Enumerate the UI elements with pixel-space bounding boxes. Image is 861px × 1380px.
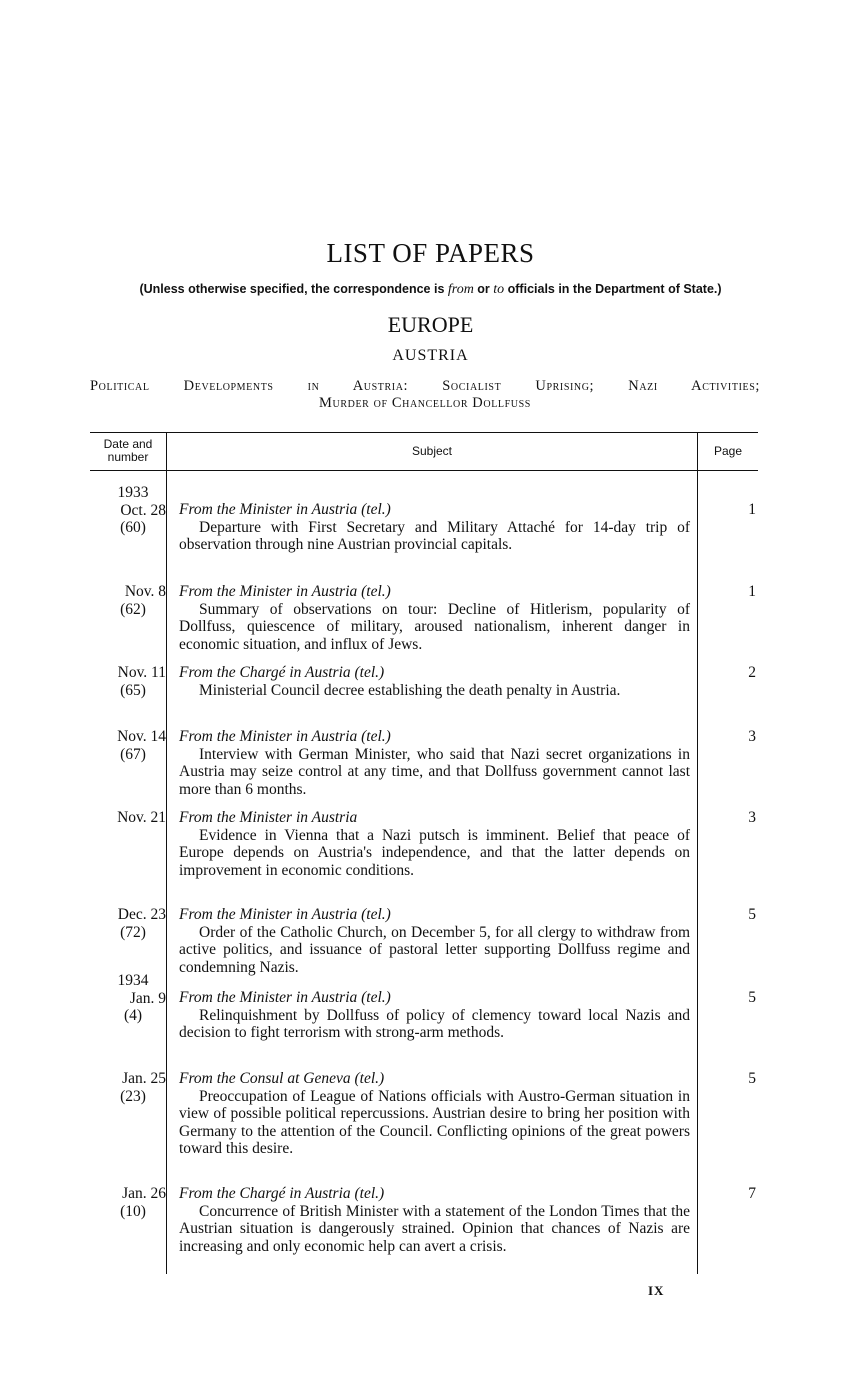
row-6-page: 5	[748, 989, 756, 1006]
row-8-number: (10)	[120, 1202, 146, 1220]
row-0-number: (60)	[120, 519, 146, 536]
row-6-from: From the Minister in Austria (tel.)	[179, 989, 391, 1006]
row-4-subject	[179, 809, 690, 879]
row-8-desc: Concurrence of British Minister with a statement of the London Times that the Austrian situation is dangerously strained. Opinion that chances of Nazis are increasing and only economic help can avert a crisis.	[179, 1202, 690, 1255]
row-3-subject	[179, 728, 690, 798]
row-3-from: From the Minister in Austria (tel.)	[179, 728, 391, 745]
row-6-year: 1934	[117, 972, 149, 989]
page-folio: IX	[648, 1283, 665, 1298]
row-7-page: 5	[748, 1070, 756, 1087]
row-8-date	[90, 1185, 166, 1220]
column-divider-left	[166, 432, 167, 1274]
row-2-page: 2	[748, 664, 756, 681]
header-date-line-2: number	[107, 450, 149, 464]
row-7-date-text: Jan. 25	[122, 1070, 166, 1087]
row-1-page: 1	[748, 583, 756, 600]
row-7-number: (23)	[120, 1087, 146, 1105]
row-8-page: 7	[748, 1185, 756, 1202]
row-6-date-text: Jan. 9	[129, 989, 166, 1007]
header-date-number	[90, 432, 166, 470]
row-8-subject	[179, 1185, 690, 1255]
row-6-subject	[179, 989, 690, 1042]
row-1-desc: Summary of observations on tour: Decline of Hitlerism, popularity of Dollfuss, quiescence of military, aroused nationalism, inherent danger in economic situation, and influx of Jews.	[179, 600, 690, 653]
note-to: to	[493, 282, 505, 297]
row-2-number: (65)	[120, 681, 146, 699]
note-post: officials in the Department of State.)	[504, 282, 722, 296]
row-8-date-text: Jan. 26	[122, 1185, 166, 1202]
row-4-date	[90, 809, 166, 827]
column-divider-right	[697, 432, 698, 1274]
row-2-date	[90, 664, 166, 699]
row-3-date-text: Nov. 14	[117, 728, 166, 745]
row-1-number: (62)	[120, 600, 146, 618]
note-from: from	[447, 282, 474, 297]
row-7-date	[90, 1070, 166, 1105]
row-0-from: From the Minister in Austria (tel.)	[179, 501, 391, 518]
row-4-date-text: Nov. 21	[117, 809, 166, 826]
header-date-line-1: Date and	[103, 437, 153, 451]
row-0-date	[90, 484, 166, 537]
header-subject: Subject	[411, 443, 453, 458]
row-2-subject	[179, 664, 690, 699]
row-5-desc: Order of the Catholic Church, on December 5, for all clergy to withdraw from active politics, and issuance of pastoral letter supporting Dollfuss regime and condemning Nazis.	[179, 923, 690, 976]
row-1-date	[90, 583, 166, 618]
region-heading: EUROPE	[387, 312, 474, 337]
row-1-date-text: Nov. 8	[124, 583, 166, 600]
row-2-from: From the Chargé in Austria (tel.)	[179, 664, 385, 681]
row-3-date	[90, 728, 166, 763]
header-rule-subject	[167, 470, 697, 471]
topic-heading	[90, 378, 760, 412]
row-2-desc: Ministerial Council decree establishing the death penalty in Austria.	[199, 681, 621, 699]
row-0-date-text: Oct. 28	[120, 501, 166, 519]
row-5-subject	[179, 906, 690, 976]
row-3-number: (67)	[120, 745, 146, 763]
row-5-from: From the Minister in Austria (tel.)	[179, 906, 391, 923]
row-4-desc: Evidence in Vienna that a Nazi putsch is imminent. Belief that peace of Europe depends on Austria's independence, and that the latter depends on improvement in economic conditions.	[179, 826, 690, 879]
row-7-desc: Preoccupation of League of Nations officials with Austro-German situation in view of possible political repercussions. Austrian desire to bring her position with Germany to the attention of the Council. Conflicting opinions of the great powers toward this desire.	[179, 1087, 690, 1157]
row-0-page: 1	[748, 501, 756, 518]
row-0-year: 1933	[117, 484, 149, 501]
topic-line-2: Murder of Chancellor Dollfuss	[319, 395, 531, 411]
row-1-from: From the Minister in Austria (tel.)	[179, 583, 391, 600]
row-6-date	[90, 972, 166, 1025]
page-title: LIST OF PAPERS	[326, 238, 535, 268]
row-6-desc: Relinquishment by Dollfuss of policy of clemency toward local Nazis and decision to fight terrorism with strong-arm methods.	[179, 1006, 690, 1041]
row-4-from: From the Minister in Austria	[179, 809, 358, 826]
row-7-subject	[179, 1070, 690, 1158]
note-mid: or	[473, 282, 494, 296]
header-rule-page	[698, 470, 758, 471]
row-8-from: From the Chargé in Austria (tel.)	[179, 1185, 385, 1202]
correspondence-note	[0, 282, 861, 298]
row-3-desc: Interview with German Minister, who said that Nazi secret organizations in Austria may seize control at any time, and that Dollfuss government cannot last more than 6 months.	[179, 745, 690, 798]
row-0-subject	[179, 501, 690, 554]
country-heading: AUSTRIA	[392, 347, 469, 364]
header-rule-date	[90, 470, 166, 471]
note-pre: (Unless otherwise specified, the correspondence is	[139, 282, 448, 296]
row-1-subject	[179, 583, 690, 653]
row-5-date-text: Dec. 23	[117, 906, 166, 923]
row-0-desc: Departure with First Secretary and Military Attaché for 14-day trip of observation through nine Austrian provincial capitals.	[179, 518, 690, 553]
row-6-number: (4)	[123, 1007, 143, 1024]
papers-table	[90, 432, 758, 1274]
row-5-date	[90, 906, 166, 941]
row-7-from: From the Consul at Geneva (tel.)	[179, 1070, 385, 1087]
row-5-page: 5	[748, 906, 756, 923]
row-2-date-text: Nov. 11	[117, 664, 166, 681]
header-page: Page	[713, 443, 743, 458]
topic-line-1: Political Developments in Austria: Socialist Uprising; Nazi Activities;	[90, 378, 760, 394]
row-5-number: (72)	[120, 923, 146, 941]
row-3-page: 3	[748, 728, 756, 745]
row-4-page: 3	[748, 809, 756, 826]
